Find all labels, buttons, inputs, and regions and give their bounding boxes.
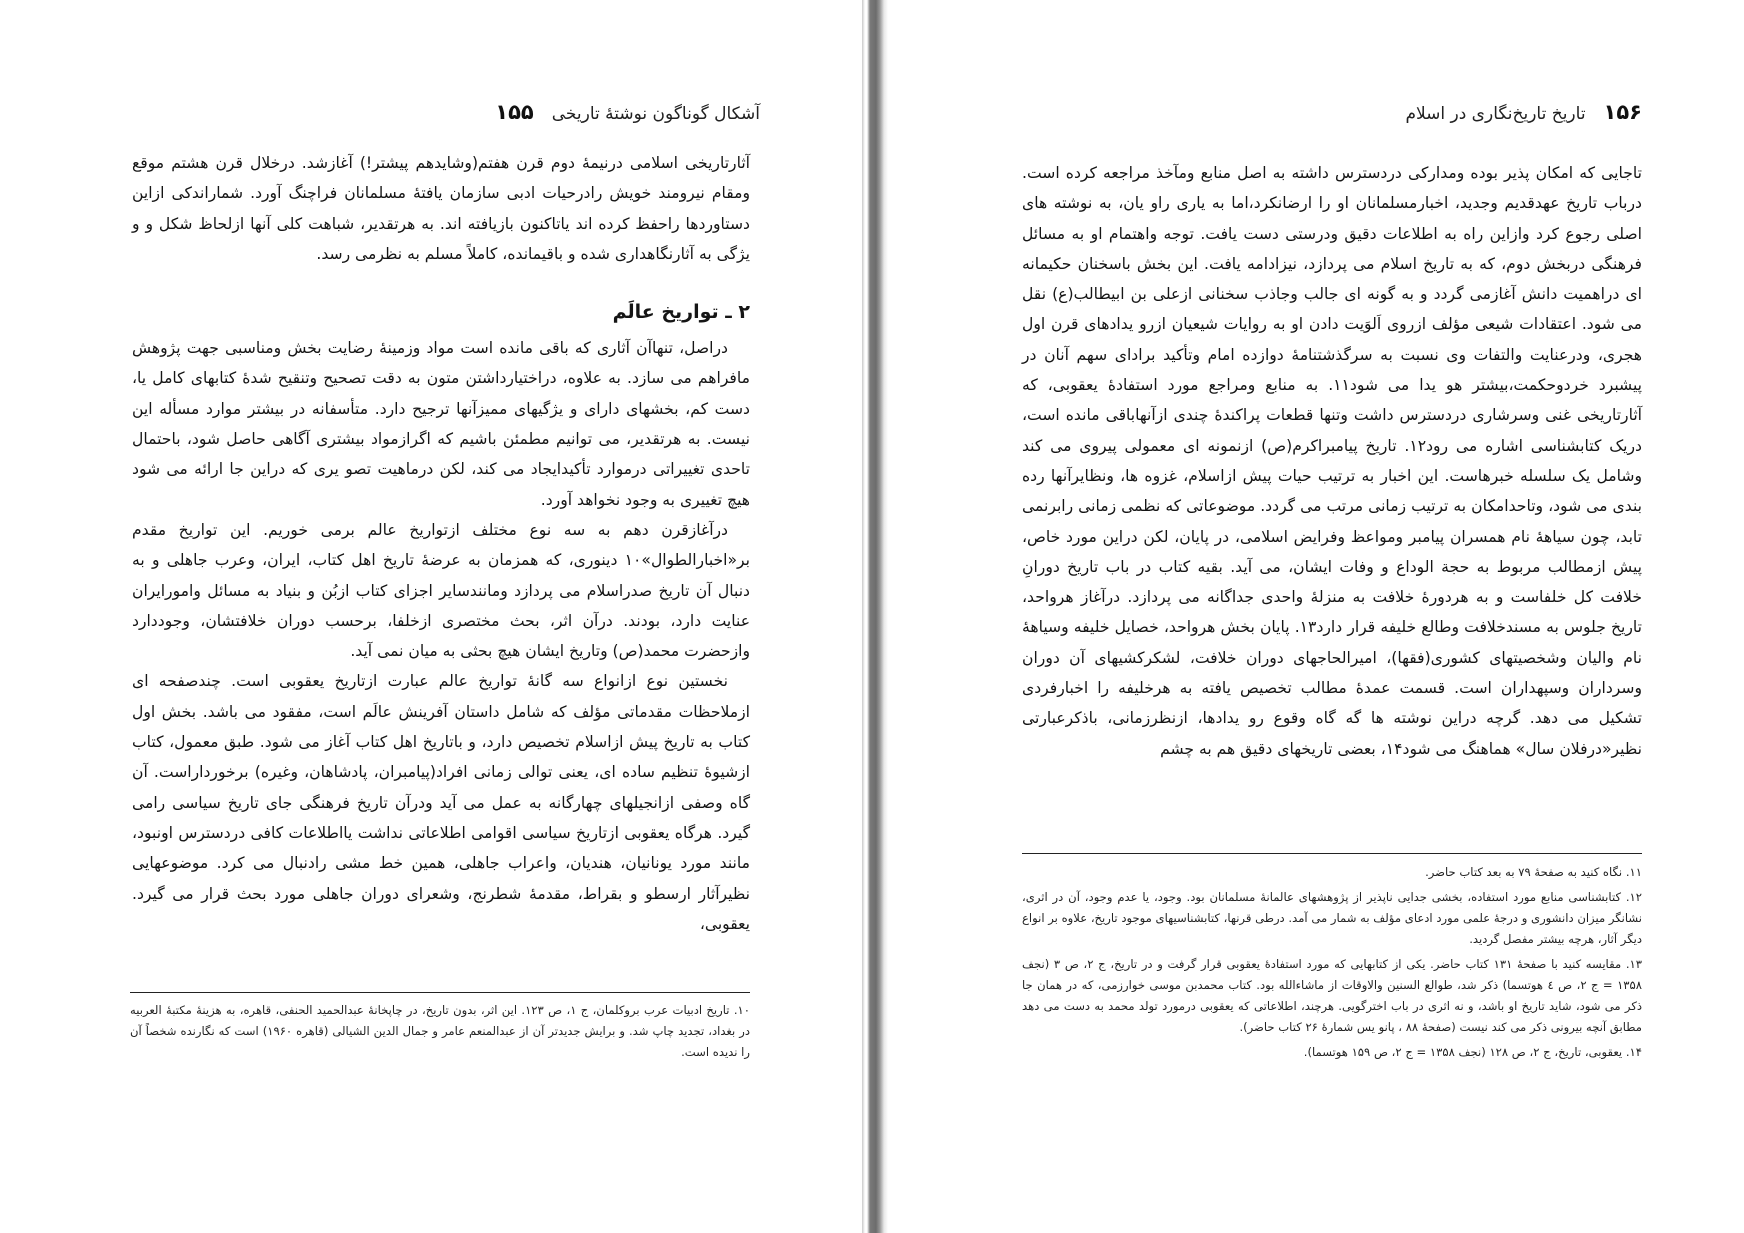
right-running-title: تاریخ تاریخ‌نگاری در اسلام — [1405, 104, 1586, 124]
footnote-12: ۱۲. کتابشناسی منابع مورد استفاده، بخشی جدایی ناپذیر از پژوهشهای عالمانهٔ مسلمانان بود. وجود، یا عدم وجود، آن در اثری، نشانگر میزان دانشوری و درجهٔ علمی مورد ادعای مؤلف به شمار می آمد. درطی قرنها، کتابشناسیهای موجود تاریخ، علاوه بر انواع دیگر آثار، هرچه بیشتر مفصل گردید. — [1022, 890, 1642, 946]
left-footnotes — [130, 1000, 750, 1067]
left-page — [0, 0, 862, 1233]
footnote-13: ۱۳. مقایسه کنید با صفحهٔ ۱۳۱ کتاب حاضر. یکی از کتابهایی که مورد استفادهٔ یعقوبی قرار گرفت و در تاریخ، ج ۲، ص ۳ (نجف ۱۳۵۸ = ج ۲، ص ٤ هوتسما) ذکر شد، طوالع السنین والاوقات از ماشاءالله بود. کتاب محمدبن موسی خوارزمی، که در همان جا ذکر می شود، شاید تاریخ او باشد، و نه اثری در باب اخترگویی. هرچند، اطلاعاتی که یعقوبی درمورد تولد محمد به دست می دهد مطابق آنچه بیرونی ذکر می کند نیست (صفحهٔ ۸۸ ، پانو یس شمارهٔ ۲۶ کتاب حاضر). — [1022, 957, 1642, 1034]
left-running-title: آشکال گوناگون نوشتهٔ تاریخی — [551, 104, 760, 124]
left-page-body — [132, 148, 750, 939]
right-page-body — [1022, 158, 1642, 764]
section-heading: ۲ ـ تواریخ عالَم — [612, 301, 750, 324]
left-footnote-rule — [130, 992, 750, 993]
right-footnote-rule — [1022, 853, 1642, 854]
footnote-11: ۱۱. نگاه کنید به صفحهٔ ۷۹ به بعد کتاب حاضر. — [1425, 865, 1642, 879]
right-page-header — [1405, 100, 1642, 124]
right-page-number: ۱۵۶ — [1603, 100, 1642, 124]
left-paragraph-3: نخستین نوع ازانواع سه گانهٔ تواریخ عالم عبارت ازتاریخ یعقوبی است. چندصفحه ای ازملاحظات مقدماتی مؤلف که شامل داستان آفرینش عالَم است، مفقود می باشد. بخش اول کتاب به تاریخ پیش ازاسلام تخصیص دارد، و باتاریخ اهل کتاب آغاز می شود. طبق معمول، کتاب ازشیوهٔ تنظیم ساده ای، یعنی توالی زمانی افراد(پیامبران، پادشاهان، وغیره) برخورداراست. آن گاه وصفی ازانجیلهای چهارگانه به عمل می آید ودرآن تاریخ فرهنگی جای تاریخ سیاسی رامی گیرد. هرگاه یعقوبی ازتاریخ سیاسی اقوامی اطلاعاتی نداشت یااطلاعات کافی دردسترس اونبود، مانند مورد یونانیان، هندیان، واعراب جاهلی، همین خط مشی رادنبال می کرد. موضوعهایی نظیرآثار ارسطو و بقراط، مقدمهٔ شطرنج، وشعرای دوران جاهلی مورد بحث قرار می گیرد. یعقوبی، — [132, 672, 750, 933]
intro-paragraph: آثارتاریخی اسلامی درنیمهٔ دوم قرن هفتم(وشایدهم پیشتر!) آغازشد. درخلال قرن هشتم موقع ومقام نیرومند خویش رادرحیات ادبی سازمان یافتهٔ مسلمانان فراچنگ آورد. شماراندکی ازاین دستاوردها راحفظ کرده اند یاتاکنون بازیافته اند. به هرتقدیر، شباهت کلی آنها ازلحاظ شکل و و یژگی به آثارنگاهداری شده و باقیمانده، کاملاً مسلم به نظرمی رسد. — [132, 154, 750, 263]
right-page — [888, 0, 1744, 1233]
right-footnotes — [1022, 862, 1642, 1067]
left-paragraph-1: دراصل، تنهاآن آثاری که باقی مانده است مواد وزمینهٔ رضایت بخش ومناسبی جهت پژوهش مافراهم می سازد. به علاوه، دراختیارداشتن متون به دقت تصحیح وتنقیح شدهٔ کتابهای کامل یا، دست کم، بخشهای دارای و یژگیهای ممیزآنها ترجیح دارد. متأسفانه در بیشتر موارد مسأله این نیست. به هرتقدیر، می توانیم مطمئن باشیم که اگرازمواد بیشتری آگاهی حاصل شود، باحتمال تاحدی تغییراتی درموارد تأکیدایجاد می کند، لکن درماهیت تصو یری که دراین جا ارائه می شود هیچ تغییری به وجود نخواهد آورد. — [132, 339, 750, 509]
footnote-14: ۱۴. یعقوبی، تاریخ، ج ۲، ص ۱۲۸ (نجف ۱۳۵۸ = ج ۲، ص ۱۵۹ هوتسما). — [1303, 1045, 1642, 1059]
footnote-10: ۱۰. تاریخ ادبیات عرب بروکلمان، ج ۱، ص ۱۲۳. این اثر، بدون تاریخ، در چاپخانهٔ عبدالحمید الحنفی، قاهره، به هزینهٔ مکتبهٔ العربیه در بغداد، تجدید چاپ شد. و برایش جدیدتر آن از عبدالمنعم عامر و جمال الدین الشیالی (قاهره ۱۹۶۰) است که نگارنده شخصاً آن را ندیده است. — [130, 1003, 750, 1059]
right-paragraph-1: تاجایی که امکان پذیر بوده ومدارکی دردسترس داشته به اصل منابع ومآخذ مراجعه کرده است. درباب تاریخ عهدقدیم وجدید، اخبارمسلمانان او را ارضانکرد،اما به یاری راو یان، به نوشته های اصلی رجوع کرد وازاین راه به اطلاعات دقیق ودرستی دست یافت. توجه واهتمام او به مسائل فرهنگی دربخش دوم، که به تاریخ اسلام می پردازد، نیزادامه یافت. این بخش باسخنان حکیمانه ای دراهمیت دانش آغازمی گردد و به گونه ای جالب وجاذب سخنانی ازعلی بن ابیطالب(ع) نقل می شود. اعتقادات شیعی مؤلف ازروی اَلوَیت دادن او به روایات شیعیان ازرو یدادهای قرن اول هجری، ودرعنایت والتفات وی نسبت به سرگذشتنامهٔ دوازده امام وتأکید برادای سهم آنان در پیشبرد خردوحکمت،بیشتر هو یدا می شود۱۱. به منابع ومراجع مورد استفادهٔ یعقوبی، که آثارتاریخی غنی وسرشاری دردسترس داشت وتنها قطعات پراکندهٔ چندی ازآنهاباقی مانده است، دریک کتابشناسی اشاره می رود۱۲. تاریخ پیامبراکرم(ص) ازنمونه ای معمولی پیروی می کند وشامل یک سلسله خبرهاست. این اخبار به ترتیب حیات پیش ازاسلام، غزوه ها، ونظایرآنها رده بندی می شود، وتاحدامکان به ترتیب زمانی مرتب می گردد. موضوعاتی که نظمی زمانی رابرنمی تابد، چون سیاههٔ نام همسران پیامبر ومواعظ وفرایض اسلامی، در پایان، لکن دراین مورد خاص، پیش ازمطالب مربوط به حجة الوداع و وفات ایشان، می آید. بقیه کتاب در باب تاریخ دورانِ خلافت کل خلفاست و به هردورهٔ خلافت به منزلهٔ واحدی جداگانه می پردازد. درآغاز هرواحد، تاریخ جلوس به مسندخلافت وطالع خلیفه قرار دارد۱۳. پایان بخش هرواحد، خصایل خلیفه وسیاههٔ نام والیان وشخصیتهای کشوری(فقها)، امیرالحاجهای دوران خلافت، لشکرکشیهای آن دوران وسرداران وسپهداران است. قسمت عمدهٔ مطالب تخصیص یافته به هرخلیفه را اخبارفردی تشکیل می دهد. گرچه دراین نوشته ها گه گاه وقوع رو یدادها، ازنظرزمانی، باذکرعبارتی نظیر«درفلان سال» هماهنگ می شود۱۴، بعضی تاریخهای دقیق هم به چشم — [1022, 164, 1643, 758]
left-paragraph-2: درآغازقرن دهم به سه نوع مختلف ازتواریخ عالم برمی خوریم. این تواریخ مقدم بر«اخبارالطوال»۱۰ دینوری، که همزمان به عرضهٔ تاریخ اهل کتاب، ایران، وعرب جاهلی و به دنبال آن تاریخ صدراسلام می پردازد ومانندسایر اجزای کتاب ازبُن و بنیاد به مسائل وامورایران عنایت دارد، بودند. درآن اثر، بحث مختصری ازخلفا، برحسب دوران خلافتشان، وجوددارد وازحضرت محمد(ص) وتاریخ ایشان هیچ بحثی به میان نمی آید. — [132, 520, 750, 661]
left-page-header — [495, 100, 760, 124]
book-gutter — [862, 0, 888, 1233]
left-page-number: ۱۵۵ — [495, 100, 534, 124]
